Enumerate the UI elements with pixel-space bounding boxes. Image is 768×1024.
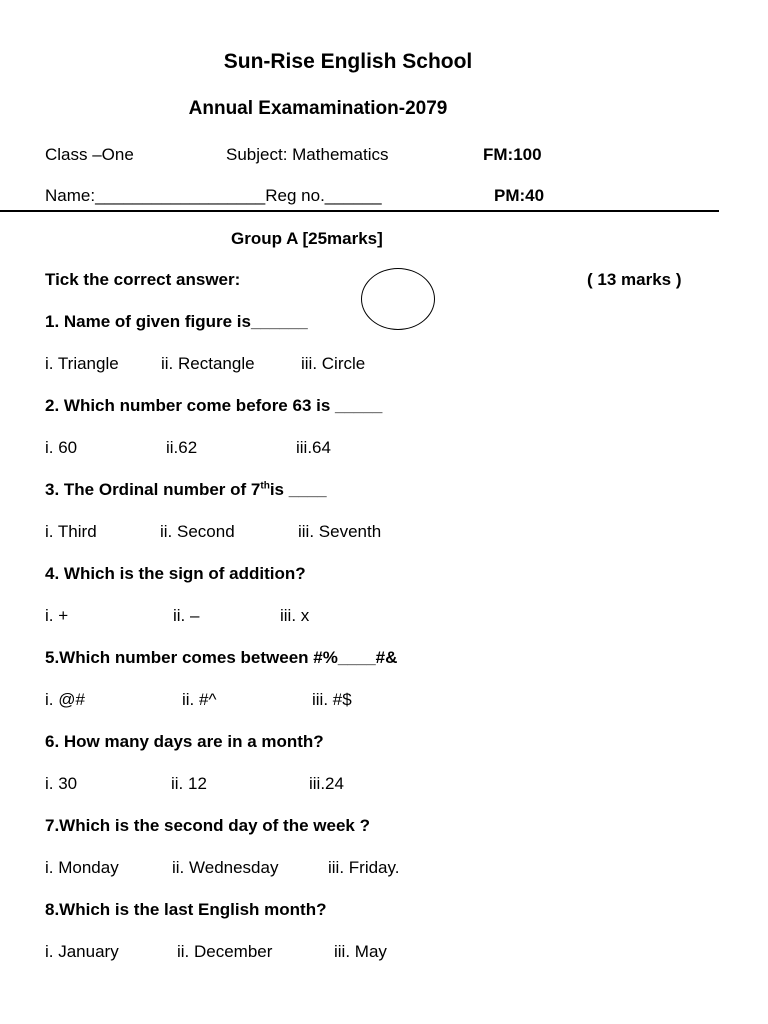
school-name: Sun-Rise English School (223, 50, 473, 73)
q2-option-2: ii.62 (166, 438, 198, 457)
q6-option-2: ii. 12 (171, 774, 207, 793)
q5-option-2: ii. #^ (182, 690, 217, 709)
q1-option-1: i. Triangle (45, 354, 119, 373)
q5-option-1: i. @# (45, 690, 85, 709)
q3-ordinal-suffix: th (260, 480, 270, 492)
exam-title: Annual Examamination-2079 (188, 98, 448, 119)
question-5: 5.Which number comes between #%____#& (45, 648, 398, 667)
header-divider (0, 210, 719, 212)
q3-option-2: ii. Second (160, 522, 235, 541)
q4-option-2: ii. – (173, 606, 200, 625)
q3-option-1: i. Third (45, 522, 97, 541)
class-label: Class –One (45, 145, 134, 164)
q7-option-3: iii. Friday. (328, 858, 400, 877)
q8-option-3: iii. May (334, 942, 387, 961)
q4-option-1: i. + (45, 606, 69, 625)
q3-text-end: is ____ (269, 480, 327, 499)
q2-option-1: i. 60 (45, 438, 78, 457)
q7-option-1: i. Monday (45, 858, 119, 877)
q6-option-1: i. 30 (45, 774, 78, 793)
circle-figure-icon (361, 268, 435, 330)
question-1: 1. Name of given figure is______ (45, 312, 308, 331)
q3-text: 3. The Ordinal number of 7 (45, 480, 261, 499)
q8-option-2: ii. December (177, 942, 273, 961)
q1-option-3: iii. Circle (301, 354, 366, 373)
question-7: 7.Which is the second day of the week ? (45, 816, 370, 835)
q6-option-3: iii.24 (309, 774, 344, 793)
q3-option-3: iii. Seventh (298, 522, 382, 541)
q1-option-2: ii. Rectangle (161, 354, 255, 373)
q4-option-3: iii. x (280, 606, 310, 625)
q7-option-2: ii. Wednesday (172, 858, 279, 877)
q5-option-3: iii. #$ (312, 690, 352, 709)
group-title: Group A [25marks] (231, 229, 383, 248)
q8-option-1: i. January (45, 942, 119, 961)
full-marks: FM:100 (483, 145, 542, 164)
question-3 (45, 480, 327, 500)
subject-label: Subject: Mathematics (226, 145, 389, 164)
question-8: 8.Which is the last English month? (45, 900, 327, 919)
q2-option-3: iii.64 (296, 438, 331, 457)
name-reg-line: Name:__________________Reg no.______ (45, 186, 382, 205)
instruction: Tick the correct answer: (45, 270, 241, 289)
question-6: 6. How many days are in a month? (45, 732, 324, 751)
section-marks: ( 13 marks ) (587, 270, 682, 289)
question-4: 4. Which is the sign of addition? (45, 564, 306, 583)
question-2: 2. Which number come before 63 is _____ (45, 396, 383, 415)
pass-marks: PM:40 (494, 186, 545, 205)
